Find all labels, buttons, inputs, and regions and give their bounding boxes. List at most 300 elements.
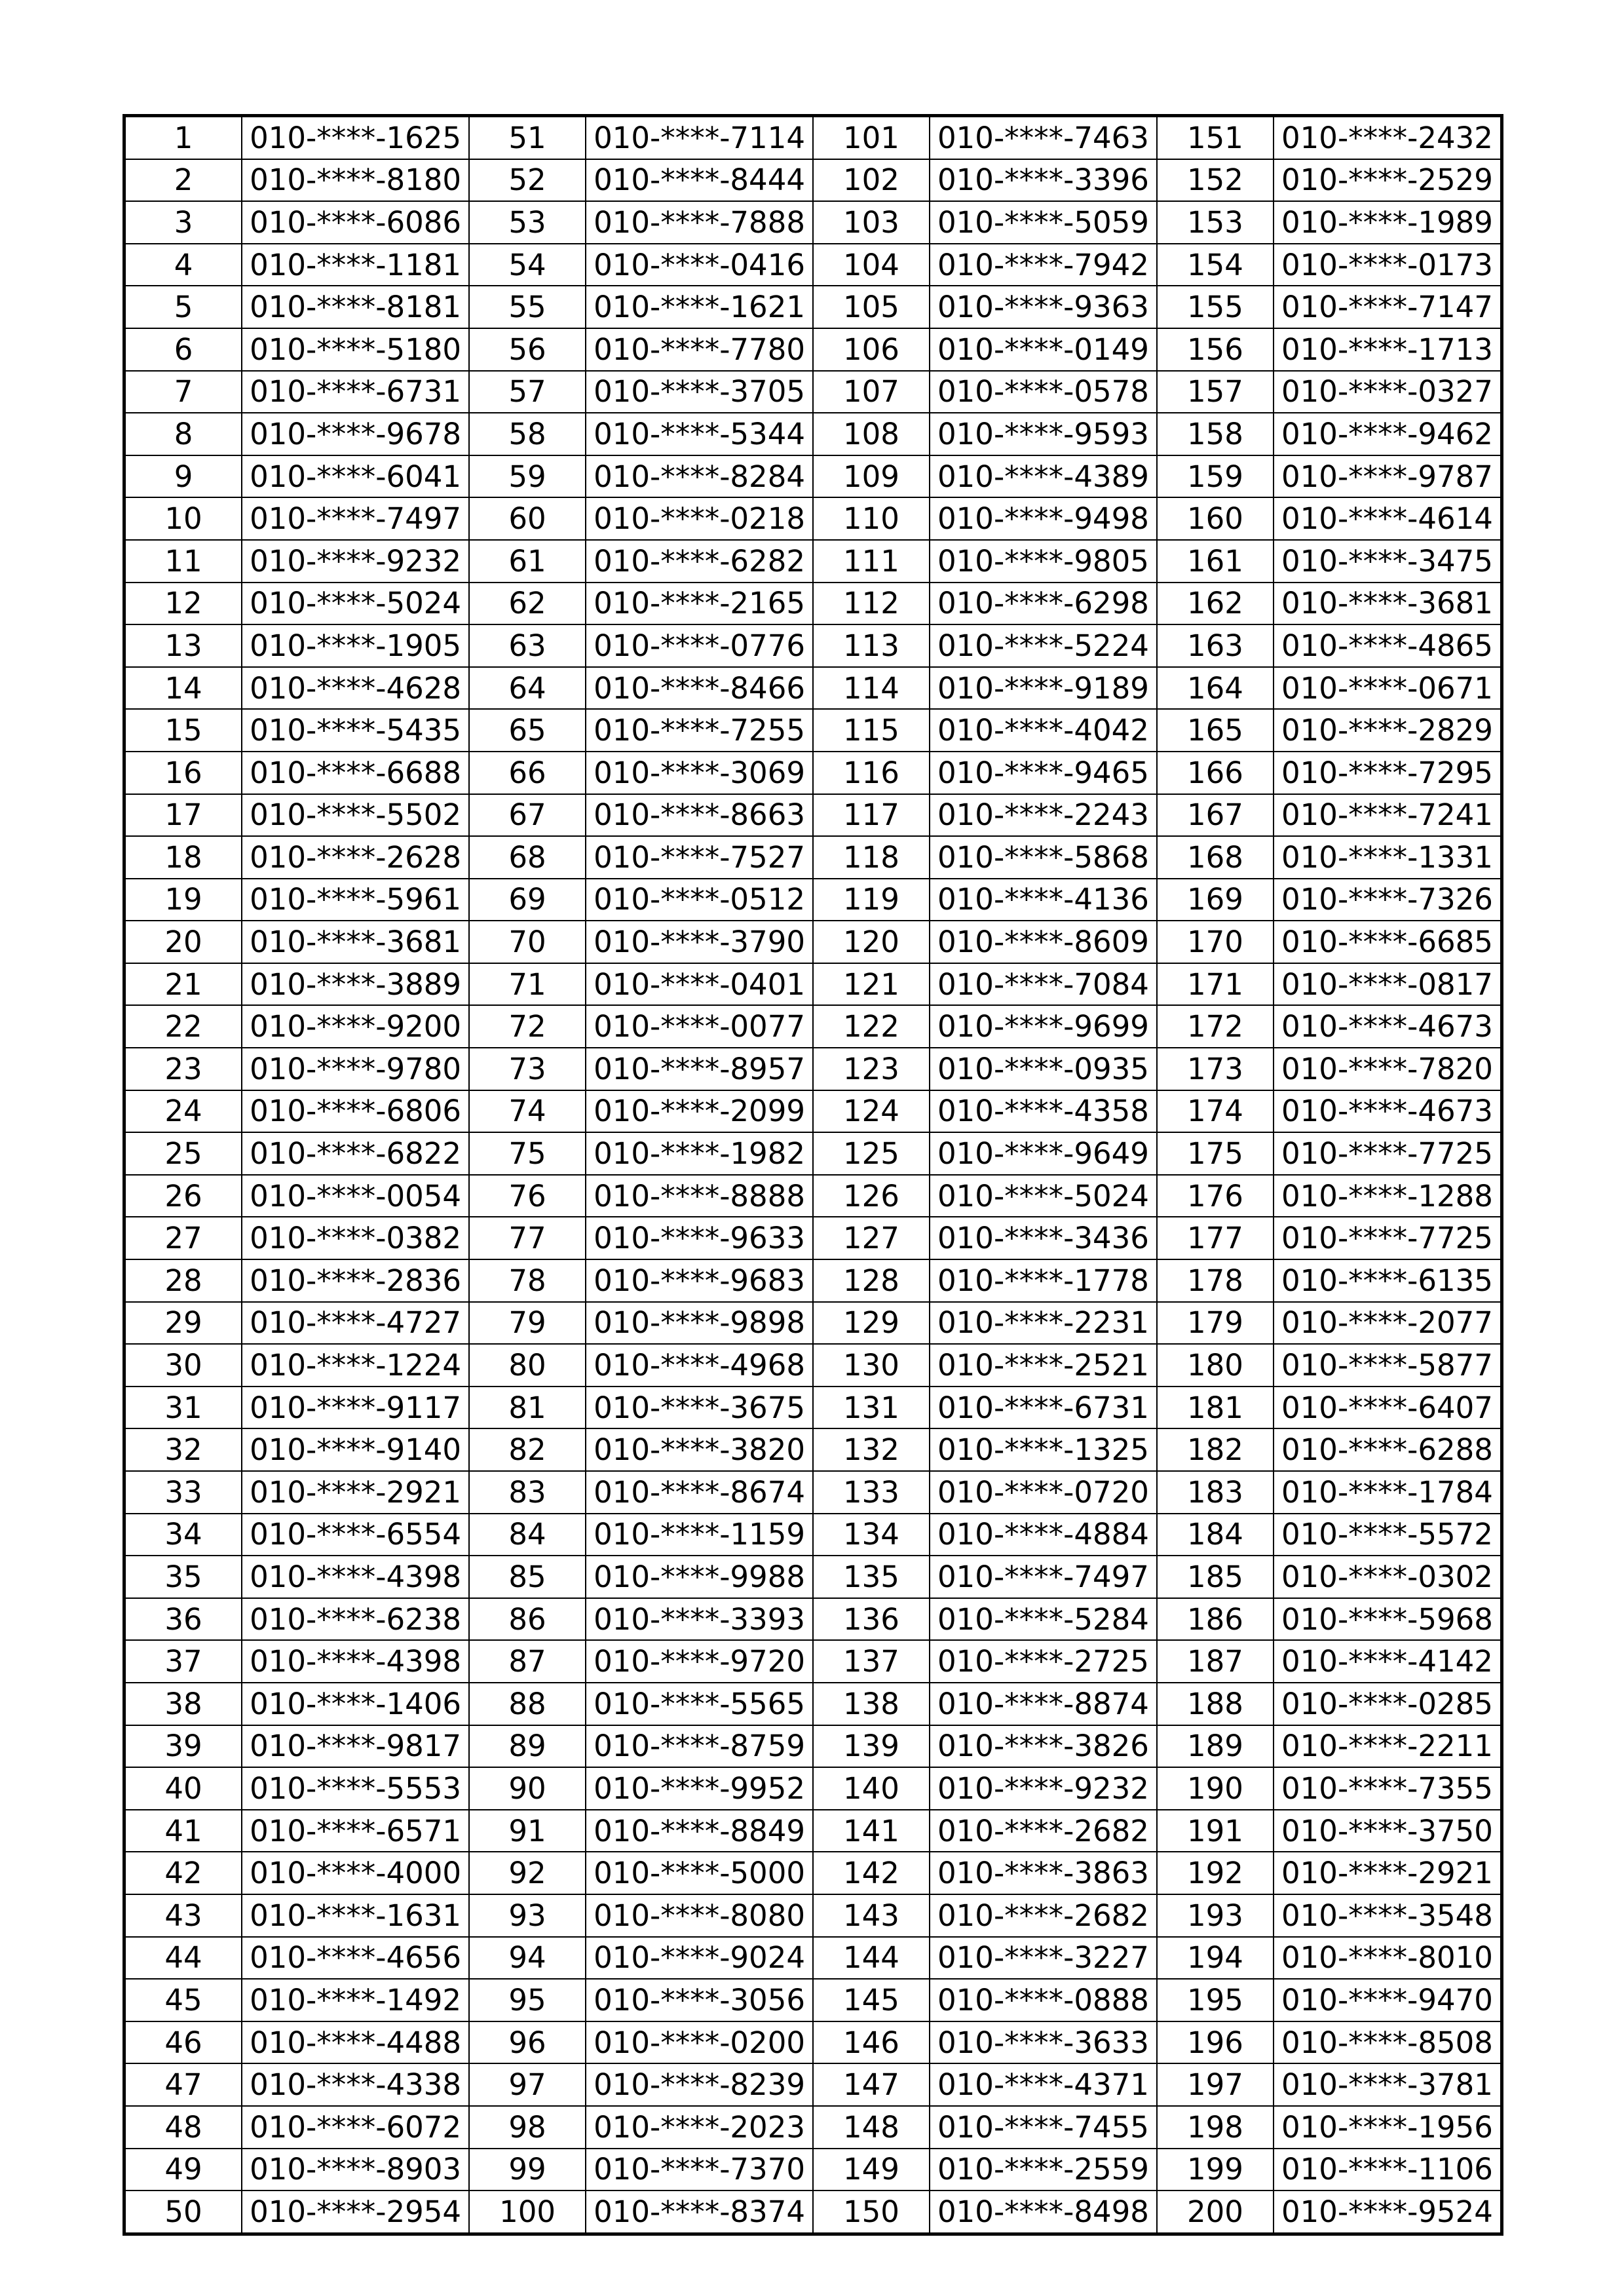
- entry-number: 111: [813, 540, 930, 583]
- entry-number: 49: [124, 2149, 242, 2191]
- table-row: [124, 1302, 1502, 1345]
- entry-number: 165: [1157, 709, 1274, 752]
- phone-number: 010-****-7888: [586, 201, 813, 244]
- entry-number: 169: [1157, 879, 1274, 921]
- phone-number: 010-****-0720: [930, 1471, 1157, 1514]
- entry-number: 89: [469, 1725, 586, 1768]
- entry-number: 195: [1157, 1979, 1274, 2021]
- phone-number: 010-****-5024: [242, 583, 469, 625]
- entry-number: 125: [813, 1132, 930, 1175]
- phone-number: 010-****-4865: [1274, 624, 1502, 667]
- entry-number: 51: [469, 116, 586, 159]
- entry-number: 173: [1157, 1048, 1274, 1090]
- phone-number: 010-****-3863: [930, 1852, 1157, 1894]
- phone-number: 010-****-4673: [1274, 1005, 1502, 1048]
- table-row: [124, 1344, 1502, 1387]
- phone-number: 010-****-9649: [930, 1132, 1157, 1175]
- entry-number: 79: [469, 1302, 586, 1345]
- entry-number: 187: [1157, 1640, 1274, 1683]
- entry-number: 63: [469, 624, 586, 667]
- phone-number: 010-****-2077: [1274, 1302, 1502, 1345]
- table-row: [124, 286, 1502, 328]
- entry-number: 97: [469, 2063, 586, 2106]
- table-row: [124, 1937, 1502, 1980]
- table-row: [124, 1767, 1502, 1810]
- phone-number: 010-****-7942: [930, 244, 1157, 286]
- phone-number: 010-****-0149: [930, 328, 1157, 371]
- phone-number: 010-****-2682: [930, 1894, 1157, 1937]
- entry-number: 172: [1157, 1005, 1274, 1048]
- entry-number: 21: [124, 963, 242, 1006]
- entry-number: 106: [813, 328, 930, 371]
- entry-number: 171: [1157, 963, 1274, 1006]
- entry-number: 84: [469, 1514, 586, 1556]
- entry-number: 116: [813, 752, 930, 794]
- phone-number: 010-****-3393: [586, 1598, 813, 1641]
- entry-number: 16: [124, 752, 242, 794]
- phone-number: 010-****-3548: [1274, 1894, 1502, 1937]
- entry-number: 38: [124, 1683, 242, 1725]
- entry-number: 94: [469, 1937, 586, 1980]
- entry-number: 57: [469, 371, 586, 413]
- entry-number: 33: [124, 1471, 242, 1514]
- entry-number: 53: [469, 201, 586, 244]
- phone-number: 010-****-6554: [242, 1514, 469, 1556]
- table-row: [124, 1048, 1502, 1090]
- phone-number: 010-****-2529: [1274, 159, 1502, 202]
- phone-number: 010-****-3227: [930, 1937, 1157, 1980]
- entry-number: 119: [813, 879, 930, 921]
- phone-number: 010-****-5565: [586, 1683, 813, 1725]
- phone-number: 010-****-4614: [1274, 497, 1502, 540]
- entry-number: 141: [813, 1810, 930, 1852]
- phone-number-table-body: [124, 116, 1502, 2234]
- entry-number: 11: [124, 540, 242, 583]
- phone-number: 010-****-9898: [586, 1302, 813, 1345]
- entry-number: 151: [1157, 116, 1274, 159]
- phone-number: 010-****-7326: [1274, 879, 1502, 921]
- phone-number: 010-****-9232: [930, 1767, 1157, 1810]
- entry-number: 61: [469, 540, 586, 583]
- entry-number: 24: [124, 1090, 242, 1133]
- table-row: [124, 2106, 1502, 2149]
- entry-number: 82: [469, 1428, 586, 1471]
- entry-number: 136: [813, 1598, 930, 1641]
- entry-number: 74: [469, 1090, 586, 1133]
- entry-number: 124: [813, 1090, 930, 1133]
- table-row: [124, 328, 1502, 371]
- phone-number: 010-****-5553: [242, 1767, 469, 1810]
- phone-number: 010-****-8888: [586, 1175, 813, 1217]
- entry-number: 31: [124, 1387, 242, 1429]
- phone-number: 010-****-7295: [1274, 752, 1502, 794]
- phone-number: 010-****-7355: [1274, 1767, 1502, 1810]
- table-row: [124, 2191, 1502, 2234]
- entry-number: 64: [469, 667, 586, 710]
- table-row: [124, 1387, 1502, 1429]
- table-row: [124, 836, 1502, 879]
- phone-number: 010-****-5180: [242, 328, 469, 371]
- phone-number: 010-****-4628: [242, 667, 469, 710]
- phone-number: 010-****-0285: [1274, 1683, 1502, 1725]
- phone-number: 010-****-9140: [242, 1428, 469, 1471]
- table-row: [124, 921, 1502, 963]
- phone-number: 010-****-0671: [1274, 667, 1502, 710]
- phone-number: 010-****-8957: [586, 1048, 813, 1090]
- entry-number: 133: [813, 1471, 930, 1514]
- entry-number: 176: [1157, 1175, 1274, 1217]
- phone-number: 010-****-8239: [586, 2063, 813, 2106]
- phone-number: 010-****-6282: [586, 540, 813, 583]
- phone-number: 010-****-1625: [242, 116, 469, 159]
- entry-number: 108: [813, 413, 930, 455]
- entry-number: 185: [1157, 1556, 1274, 1598]
- entry-number: 162: [1157, 583, 1274, 625]
- phone-number: 010-****-7241: [1274, 794, 1502, 837]
- table-row: [124, 116, 1502, 159]
- entry-number: 88: [469, 1683, 586, 1725]
- phone-number: 010-****-3889: [242, 963, 469, 1006]
- phone-number: 010-****-3396: [930, 159, 1157, 202]
- entry-number: 72: [469, 1005, 586, 1048]
- table-row: [124, 2149, 1502, 2191]
- phone-number: 010-****-4136: [930, 879, 1157, 921]
- phone-number: 010-****-9117: [242, 1387, 469, 1429]
- entry-number: 4: [124, 244, 242, 286]
- entry-number: 115: [813, 709, 930, 752]
- phone-number: 010-****-3056: [586, 1979, 813, 2021]
- phone-number: 010-****-2243: [930, 794, 1157, 837]
- table-row: [124, 1514, 1502, 1556]
- table-row: [124, 1132, 1502, 1175]
- phone-number: 010-****-8466: [586, 667, 813, 710]
- entry-number: 3: [124, 201, 242, 244]
- entry-number: 192: [1157, 1852, 1274, 1894]
- entry-number: 2: [124, 159, 242, 202]
- entry-number: 29: [124, 1302, 242, 1345]
- entry-number: 20: [124, 921, 242, 963]
- phone-number: 010-****-9780: [242, 1048, 469, 1090]
- entry-number: 135: [813, 1556, 930, 1598]
- phone-number: 010-****-2829: [1274, 709, 1502, 752]
- phone-number: 010-****-1406: [242, 1683, 469, 1725]
- phone-number: 010-****-0173: [1274, 244, 1502, 286]
- entry-number: 23: [124, 1048, 242, 1090]
- entry-number: 43: [124, 1894, 242, 1937]
- entry-number: 44: [124, 1937, 242, 1980]
- phone-number: 010-****-2521: [930, 1344, 1157, 1387]
- phone-number: 010-****-6806: [242, 1090, 469, 1133]
- entry-number: 81: [469, 1387, 586, 1429]
- table-row: [124, 1428, 1502, 1471]
- table-row: [124, 1175, 1502, 1217]
- phone-number: 010-****-7497: [930, 1556, 1157, 1598]
- entry-number: 47: [124, 2063, 242, 2106]
- phone-number: 010-****-9633: [586, 1217, 813, 1259]
- phone-number: 010-****-4727: [242, 1302, 469, 1345]
- table-row: [124, 244, 1502, 286]
- entry-number: 59: [469, 455, 586, 498]
- phone-number: 010-****-8663: [586, 794, 813, 837]
- phone-number: 010-****-7780: [586, 328, 813, 371]
- entry-number: 147: [813, 2063, 930, 2106]
- phone-number: 010-****-1159: [586, 1514, 813, 1556]
- phone-number: 010-****-6731: [242, 371, 469, 413]
- table-row: [124, 2021, 1502, 2064]
- entry-number: 99: [469, 2149, 586, 2191]
- phone-number: 010-****-6407: [1274, 1387, 1502, 1429]
- phone-number: 010-****-6731: [930, 1387, 1157, 1429]
- phone-number: 010-****-1106: [1274, 2149, 1502, 2191]
- entry-number: 174: [1157, 1090, 1274, 1133]
- entry-number: 78: [469, 1259, 586, 1302]
- entry-number: 143: [813, 1894, 930, 1937]
- entry-number: 19: [124, 879, 242, 921]
- phone-number: 010-****-0578: [930, 371, 1157, 413]
- entry-number: 194: [1157, 1937, 1274, 1980]
- phone-number: 010-****-3069: [586, 752, 813, 794]
- table-row: [124, 1217, 1502, 1259]
- phone-number: 010-****-9524: [1274, 2191, 1502, 2234]
- entry-number: 200: [1157, 2191, 1274, 2234]
- entry-number: 146: [813, 2021, 930, 2064]
- phone-number: 010-****-5877: [1274, 1344, 1502, 1387]
- entry-number: 102: [813, 159, 930, 202]
- entry-number: 170: [1157, 921, 1274, 963]
- entry-number: 180: [1157, 1344, 1274, 1387]
- phone-number: 010-****-4371: [930, 2063, 1157, 2106]
- entry-number: 18: [124, 836, 242, 879]
- phone-number: 010-****-1989: [1274, 201, 1502, 244]
- entry-number: 39: [124, 1725, 242, 1768]
- entry-number: 17: [124, 794, 242, 837]
- entry-number: 62: [469, 583, 586, 625]
- phone-number: 010-****-1631: [242, 1894, 469, 1937]
- phone-number: 010-****-0302: [1274, 1556, 1502, 1598]
- entry-number: 164: [1157, 667, 1274, 710]
- phone-number: 010-****-4673: [1274, 1090, 1502, 1133]
- entry-number: 37: [124, 1640, 242, 1683]
- phone-number: 010-****-1905: [242, 624, 469, 667]
- entry-number: 52: [469, 159, 586, 202]
- entry-number: 46: [124, 2021, 242, 2064]
- entry-number: 183: [1157, 1471, 1274, 1514]
- phone-number: 010-****-4884: [930, 1514, 1157, 1556]
- entry-number: 158: [1157, 413, 1274, 455]
- phone-number: 010-****-8674: [586, 1471, 813, 1514]
- entry-number: 184: [1157, 1514, 1274, 1556]
- entry-number: 92: [469, 1852, 586, 1894]
- entry-number: 87: [469, 1640, 586, 1683]
- phone-number: 010-****-7147: [1274, 286, 1502, 328]
- phone-number: 010-****-5000: [586, 1852, 813, 1894]
- table-row: [124, 2063, 1502, 2106]
- table-row: [124, 1259, 1502, 1302]
- entry-number: 12: [124, 583, 242, 625]
- phone-number: 010-****-1331: [1274, 836, 1502, 879]
- entry-number: 22: [124, 1005, 242, 1048]
- entry-number: 142: [813, 1852, 930, 1894]
- phone-number: 010-****-5961: [242, 879, 469, 921]
- table-row: [124, 1598, 1502, 1641]
- entry-number: 1: [124, 116, 242, 159]
- entry-number: 26: [124, 1175, 242, 1217]
- entry-number: 15: [124, 709, 242, 752]
- phone-number: 010-****-2231: [930, 1302, 1157, 1345]
- phone-number: 010-****-5224: [930, 624, 1157, 667]
- phone-number: 010-****-6822: [242, 1132, 469, 1175]
- entry-number: 73: [469, 1048, 586, 1090]
- phone-number: 010-****-5502: [242, 794, 469, 837]
- entry-number: 6: [124, 328, 242, 371]
- table-row: [124, 1725, 1502, 1768]
- entry-number: 155: [1157, 286, 1274, 328]
- phone-number: 010-****-9720: [586, 1640, 813, 1683]
- phone-number: 010-****-3820: [586, 1428, 813, 1471]
- entry-number: 13: [124, 624, 242, 667]
- phone-number: 010-****-0512: [586, 879, 813, 921]
- phone-number: 010-****-2559: [930, 2149, 1157, 2191]
- entry-number: 149: [813, 2149, 930, 2191]
- entry-number: 122: [813, 1005, 930, 1048]
- phone-number: 010-****-3436: [930, 1217, 1157, 1259]
- phone-number: 010-****-3781: [1274, 2063, 1502, 2106]
- entry-number: 100: [469, 2191, 586, 2234]
- entry-number: 129: [813, 1302, 930, 1345]
- table-row: [124, 794, 1502, 837]
- entry-number: 128: [813, 1259, 930, 1302]
- phone-number: 010-****-9678: [242, 413, 469, 455]
- entry-number: 121: [813, 963, 930, 1006]
- phone-number: 010-****-8180: [242, 159, 469, 202]
- entry-number: 160: [1157, 497, 1274, 540]
- table-row: [124, 540, 1502, 583]
- phone-number: 010-****-9363: [930, 286, 1157, 328]
- entry-number: 177: [1157, 1217, 1274, 1259]
- phone-number: 010-****-6238: [242, 1598, 469, 1641]
- entry-number: 154: [1157, 244, 1274, 286]
- entry-number: 95: [469, 1979, 586, 2021]
- phone-number: 010-****-7455: [930, 2106, 1157, 2149]
- table-row: [124, 1471, 1502, 1514]
- phone-number: 010-****-2836: [242, 1259, 469, 1302]
- phone-number: 010-****-4398: [242, 1556, 469, 1598]
- entry-number: 110: [813, 497, 930, 540]
- phone-number: 010-****-8609: [930, 921, 1157, 963]
- entry-number: 144: [813, 1937, 930, 1980]
- phone-number: 010-****-1325: [930, 1428, 1157, 1471]
- phone-number: 010-****-6298: [930, 583, 1157, 625]
- table-row: [124, 497, 1502, 540]
- phone-number: 010-****-3750: [1274, 1810, 1502, 1852]
- phone-number: 010-****-8080: [586, 1894, 813, 1937]
- entry-number: 48: [124, 2106, 242, 2149]
- entry-number: 83: [469, 1471, 586, 1514]
- phone-number: 010-****-4968: [586, 1344, 813, 1387]
- table-row: [124, 752, 1502, 794]
- entry-number: 109: [813, 455, 930, 498]
- entry-number: 9: [124, 455, 242, 498]
- table-row: [124, 201, 1502, 244]
- phone-number: 010-****-1492: [242, 1979, 469, 2021]
- phone-number: 010-****-7497: [242, 497, 469, 540]
- phone-number: 010-****-7725: [1274, 1217, 1502, 1259]
- phone-number: 010-****-6072: [242, 2106, 469, 2149]
- phone-number: 010-****-3475: [1274, 540, 1502, 583]
- entry-number: 69: [469, 879, 586, 921]
- phone-number: 010-****-9189: [930, 667, 1157, 710]
- entry-number: 50: [124, 2191, 242, 2234]
- table-row: [124, 413, 1502, 455]
- phone-number: 010-****-3790: [586, 921, 813, 963]
- phone-number: 010-****-0200: [586, 2021, 813, 2064]
- table-row: [124, 1852, 1502, 1894]
- phone-number: 010-****-4042: [930, 709, 1157, 752]
- phone-number: 010-****-5435: [242, 709, 469, 752]
- table-row: [124, 1640, 1502, 1683]
- phone-number: 010-****-2099: [586, 1090, 813, 1133]
- phone-number: 010-****-0776: [586, 624, 813, 667]
- entry-number: 36: [124, 1598, 242, 1641]
- phone-number: 010-****-4656: [242, 1937, 469, 1980]
- entry-number: 105: [813, 286, 930, 328]
- phone-number: 010-****-6571: [242, 1810, 469, 1852]
- entry-number: 178: [1157, 1259, 1274, 1302]
- entry-number: 80: [469, 1344, 586, 1387]
- phone-number: 010-****-0817: [1274, 963, 1502, 1006]
- phone-number: 010-****-0327: [1274, 371, 1502, 413]
- entry-number: 8: [124, 413, 242, 455]
- phone-number: 010-****-1956: [1274, 2106, 1502, 2149]
- phone-number: 010-****-6685: [1274, 921, 1502, 963]
- entry-number: 161: [1157, 540, 1274, 583]
- phone-number: 010-****-4142: [1274, 1640, 1502, 1683]
- phone-number: 010-****-2921: [1274, 1852, 1502, 1894]
- entry-number: 156: [1157, 328, 1274, 371]
- entry-number: 199: [1157, 2149, 1274, 2191]
- entry-number: 191: [1157, 1810, 1274, 1852]
- phone-number: 010-****-8374: [586, 2191, 813, 2234]
- entry-number: 112: [813, 583, 930, 625]
- phone-number: 010-****-9465: [930, 752, 1157, 794]
- entry-number: 35: [124, 1556, 242, 1598]
- phone-number: 010-****-2682: [930, 1810, 1157, 1852]
- entry-number: 152: [1157, 159, 1274, 202]
- phone-number: 010-****-9988: [586, 1556, 813, 1598]
- phone-number: 010-****-2432: [1274, 116, 1502, 159]
- phone-number: 010-****-8903: [242, 2149, 469, 2191]
- entry-number: 58: [469, 413, 586, 455]
- phone-number: 010-****-9699: [930, 1005, 1157, 1048]
- table-row: [124, 583, 1502, 625]
- entry-number: 166: [1157, 752, 1274, 794]
- entry-number: 98: [469, 2106, 586, 2149]
- entry-number: 41: [124, 1810, 242, 1852]
- entry-number: 157: [1157, 371, 1274, 413]
- phone-number: 010-****-1778: [930, 1259, 1157, 1302]
- phone-number: 010-****-0382: [242, 1217, 469, 1259]
- phone-number: 010-****-0401: [586, 963, 813, 1006]
- entry-number: 71: [469, 963, 586, 1006]
- phone-number: 010-****-4389: [930, 455, 1157, 498]
- entry-number: 93: [469, 1894, 586, 1937]
- phone-number: 010-****-0416: [586, 244, 813, 286]
- phone-number: 010-****-2023: [586, 2106, 813, 2149]
- entry-number: 45: [124, 1979, 242, 2021]
- phone-number: 010-****-3826: [930, 1725, 1157, 1768]
- table-row: [124, 371, 1502, 413]
- phone-number: 010-****-2921: [242, 1471, 469, 1514]
